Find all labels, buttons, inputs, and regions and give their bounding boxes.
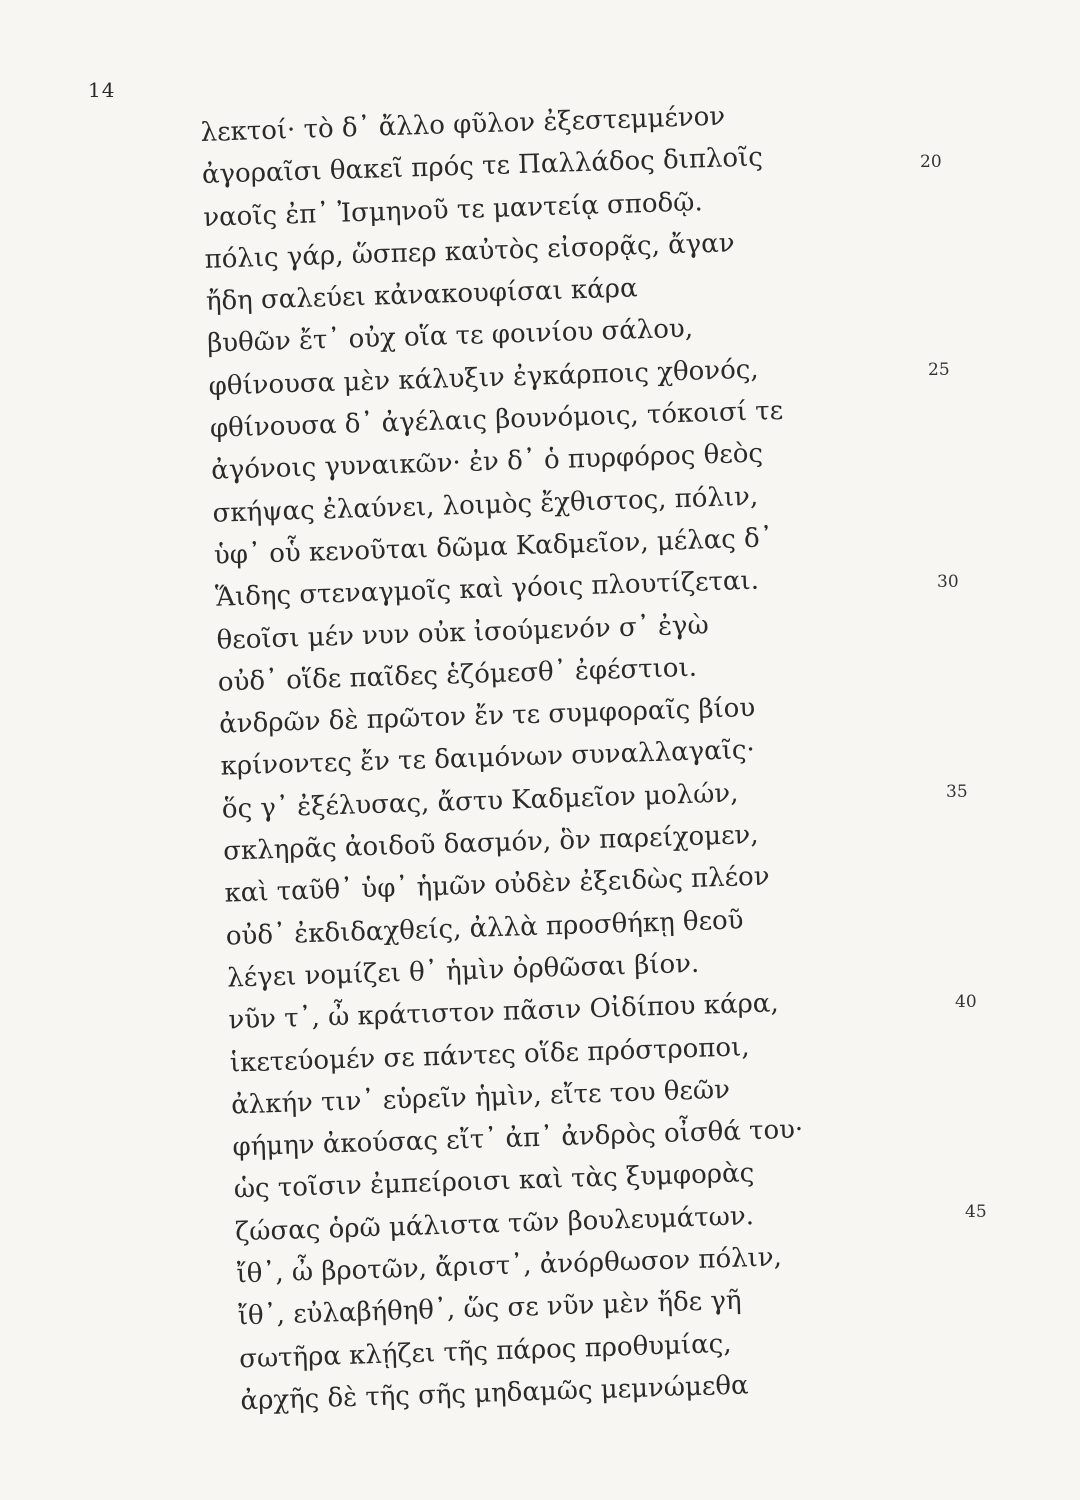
- page-number: 14: [88, 78, 116, 102]
- verse-line: ζώσας ὁρῶ μάλιστα τῶν βουλευμάτων.: [234, 1200, 755, 1248]
- line-number: 30: [937, 572, 959, 592]
- verse-line: κρίνοντες ἔν τε δαιμόνων συναλλαγαῖς·: [220, 735, 756, 783]
- verse-line: ἤδη σαλεύει κἀνακουφίσαι κάρα: [205, 273, 638, 318]
- verse-line: ὡς τοῖσιν ἐμπείροισι καὶ τὰς ξυμφορὰς: [233, 1158, 755, 1205]
- verse-line: λεκτοί· τὸ δ᾽ ἄλλο φῦλον ἐξεστεμμένον: [200, 101, 726, 148]
- line-number: 20: [920, 152, 942, 172]
- verse-line: φθίνουσα δ᾽ ἀγέλαις βουνόμοις, τόκοισί τε: [209, 395, 784, 444]
- verse-line: ἀλκήν τιν᾽ εὑρεῖν ἡμὶν, εἴτε του θεῶν: [230, 1074, 731, 1121]
- verse-line: πόλις γάρ, ὥσπερ καὐτὸς εἰσορᾷς, ἄγαν: [204, 228, 736, 275]
- verse-line: ἴθ᾽, εὐλαβήθηθ᾽, ὥς σε νῦν μὲν ἥδε γῆ: [237, 1285, 742, 1332]
- verse-line: φθίνουσα μὲν κάλυξιν ἐγκάρποις χθονός,: [208, 354, 760, 402]
- verse-line: νῦν τ᾽, ὦ κράτιστον πᾶσιν Οἰδίπου κάρα,: [228, 988, 780, 1036]
- verse-line: ἀρχῆς δὲ τῆς σῆς μηδαμῶς μεμνώμεθα: [240, 1370, 750, 1417]
- verse-line: ἱκετεύομέν σε πάντες οἵδε πρόστροποι,: [229, 1031, 750, 1079]
- verse-line: ἀνδρῶν δὲ πρῶτον ἔν τε συμφοραῖς βίου: [218, 693, 756, 740]
- verse-line: ναοῖς ἐπ᾽ Ἰσμηνοῦ τε μαντείᾳ σποδῷ.: [202, 186, 704, 233]
- line-number: 35: [946, 782, 968, 802]
- verse-line: ἴθ᾽, ὦ βροτῶν, ἄριστ᾽, ἀνόρθωσον πόλιν,: [236, 1242, 783, 1290]
- verse-text-block: [200, 90, 941, 1423]
- verse-line: σκήψας ἐλαύνει, λοιμὸς ἔχθιστος, πόλιν,: [212, 481, 759, 529]
- verse-line: σωτῆρα κλῄζει τῆς πάρος προθυμίας,: [238, 1328, 732, 1374]
- verse-line: σκληρᾶς ἀοιδοῦ δασμόν, ὃν παρείχομεν,: [222, 819, 759, 867]
- verse-line: οὐδ᾽ οἵδε παῖδες ἑζόμεσθ᾽ ἐφέστιοι.: [217, 652, 698, 698]
- verse-line: βυθῶν ἔτ᾽ οὐχ οἵα τε φοινίου σάλου,: [206, 314, 694, 360]
- verse-line: ὑφ᾽ οὗ κενοῦται δῶμα Καδμεῖον, μέλας δ᾽: [213, 523, 774, 571]
- line-number: 25: [928, 360, 950, 380]
- verse-line: καὶ ταῦθ᾽ ὑφ᾽ ἡμῶν οὐδὲν ἐξειδὼς πλέον: [224, 861, 770, 909]
- verse-line: φήμην ἀκούσας εἴτ᾽ ἀπ᾽ ἀνδρὸς οἶσθά του·: [232, 1114, 804, 1163]
- verse-line: ἀγοραῖσι θακεῖ πρός τε Παλλάδος διπλοῖς: [201, 142, 764, 191]
- verse-line: ἀγόνοις γυναικῶν· ἐν δ᾽ ὁ πυρφόρος θεὸς: [210, 438, 764, 487]
- verse-line: ὅς γ᾽ ἐξέλυσας, ἄστυ Καδμεῖον μολών,: [221, 778, 739, 825]
- line-number: 40: [955, 992, 977, 1012]
- verse-line: Ἅιδης στεναγμοῖς καὶ γόοις πλουτίζεται.: [214, 565, 760, 614]
- verse-line: οὐδ᾽ ἐκδιδαχθείς, ἀλλὰ προσθήκῃ θεοῦ: [225, 904, 744, 952]
- line-number: 45: [965, 1202, 987, 1222]
- verse-line: θεοῖσι μέν νυν οὐκ ἰσούμενόν σ᾽ ἐγὼ: [216, 609, 710, 656]
- verse-line: λέγει νομίζει θ᾽ ἡμὶν ὀρθῶσαι βίον.: [226, 948, 700, 994]
